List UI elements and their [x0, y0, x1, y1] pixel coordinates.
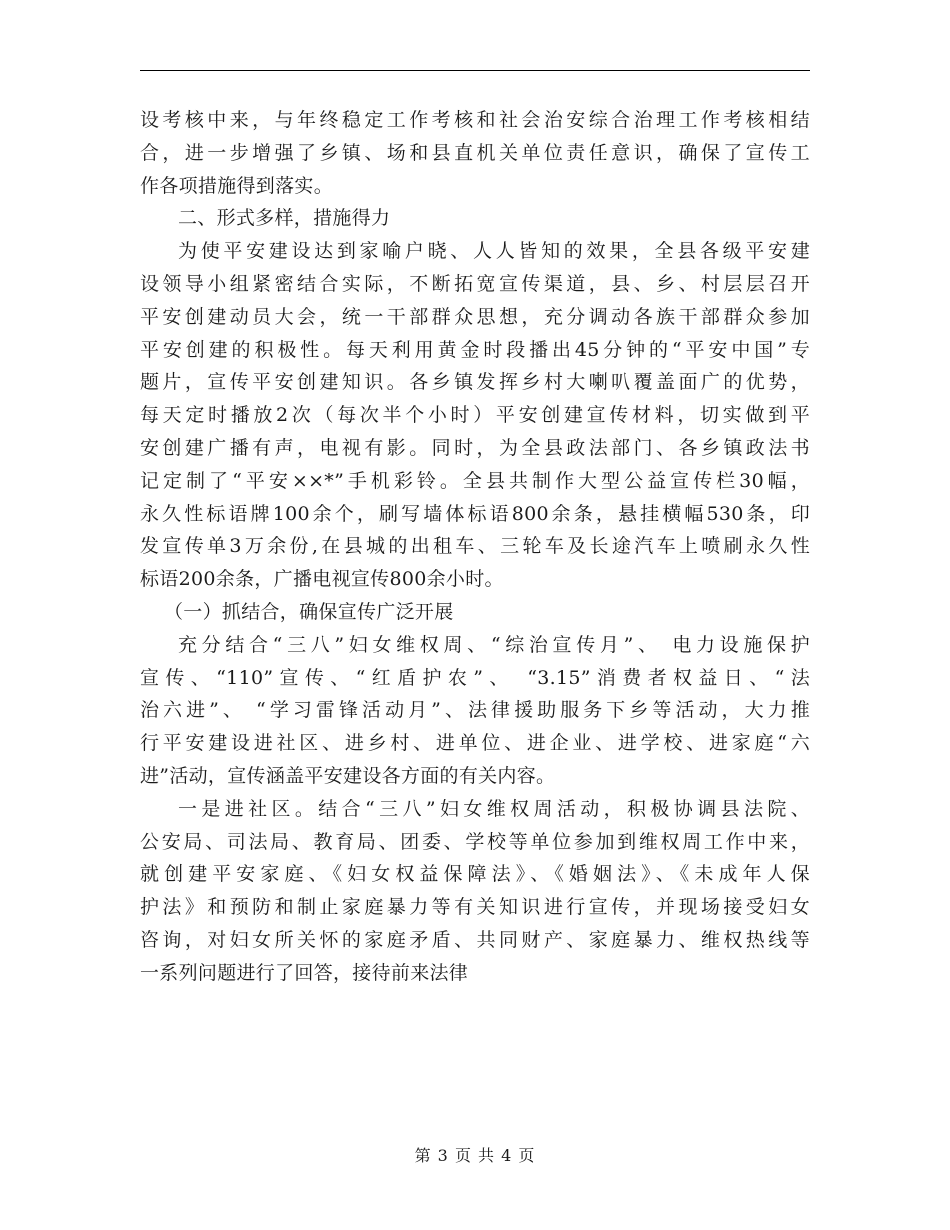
- text-line: 每天定时播放2次（每次半个小时）平安创建宣传材料，切实做到平: [140, 404, 810, 427]
- text-line: 平安创建动员大会，统一干部群众思想，充分调动各族干部群众参加: [140, 305, 810, 328]
- text-line: 充分结合“三八”妇女维权周、“综治宣传月”、 电力设施保护: [178, 633, 810, 656]
- section-heading: 二、形式多样，措施得力: [178, 207, 391, 230]
- text-line: 题片，宣传平安创建知识。各乡镇发挥乡村大喇叭覆盖面广的优势，: [140, 371, 810, 394]
- text-line: 行平安建设进社区、进乡村、进单位、进企业、进学校、进家庭“六: [140, 732, 810, 755]
- text-line: 安创建广播有声，电视有影。同时，为全县政法部门、各乡镇政法书: [140, 436, 810, 459]
- text-line: 治六进”、 “学习雷锋活动月”、法律援助服务下乡等活动，大力推: [140, 699, 810, 722]
- text-line: 护法》和预防和制止家庭暴力等有关知识进行宣传，并现场接受妇女: [140, 896, 810, 919]
- text-line: 记定制了“平安××*”手机彩铃。全县共制作大型公益宣传栏30幅，: [140, 469, 810, 492]
- text-line: 进”活动，宣传涵盖平安建设各方面的有关内容。: [140, 764, 556, 787]
- text-line: 平安创建的积极性。每天利用黄金时段播出45分钟的“平安中国”专: [140, 338, 810, 361]
- header-rule: [140, 70, 810, 71]
- text-line: 就创建平安家庭、《妇女权益保障法》、《婚姻法》、《未成年人保: [140, 863, 810, 886]
- subsection-heading: （一）抓结合，确保宣传广泛开展: [164, 600, 454, 623]
- text-line: 宣传、“110”宣传、“红盾护农”、 “3.15”消费者权益日、“法: [140, 666, 810, 689]
- text-line: 合，进一步增强了乡镇、场和县直机关单位责任意识，确保了宣传工: [140, 141, 810, 164]
- text-line: 永久性标语牌100余个，刷写墙体标语800余条，悬挂横幅530条，印: [140, 502, 810, 525]
- text-line: 咨询，对妇女所关怀的家庭矛盾、共同财产、家庭暴力、维权热线等: [140, 928, 810, 951]
- text-line: 一系列问题进行了回答，接待前来法律: [140, 961, 469, 984]
- text-line: 标语200余条，广播电视宣传800余小时。: [140, 568, 504, 591]
- text-line: 一是进社区。结合“三八”妇女维权周活动，积极协调县法院、: [178, 797, 810, 820]
- text-line: 发宣传单3万余份,在县城的出租车、三轮车及长途汽车上喷刷永久性: [140, 535, 810, 558]
- text-line: 公安局、司法局、教育局、团委、学校等单位参加到维权周工作中来，: [140, 830, 810, 853]
- text-line: 作各项措施得到落实。: [140, 174, 334, 197]
- page-number-footer: 第 3 页 共 4 页: [414, 1146, 536, 1165]
- document-body: [140, 104, 810, 990]
- text-line: 为使平安建设达到家喻户晓、人人皆知的效果，全县各级平安建: [178, 240, 810, 263]
- text-line: 设领导小组紧密结合实际，不断拓宽宣传渠道，县、乡、村层层召开: [140, 272, 810, 295]
- text-line: 设考核中来，与年终稳定工作考核和社会治安综合治理工作考核相结: [140, 109, 810, 131]
